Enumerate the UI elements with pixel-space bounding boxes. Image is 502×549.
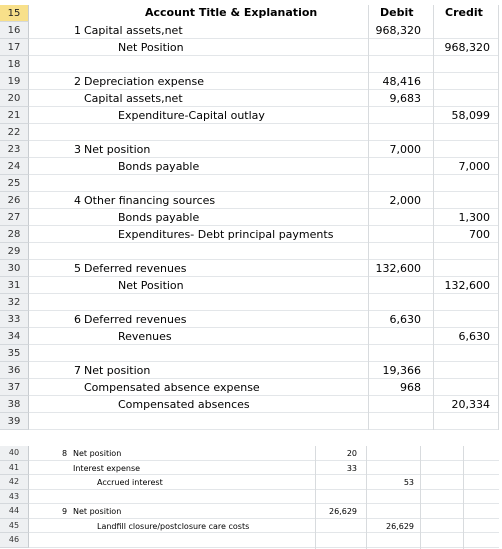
row-header[interactable]: 32 [0, 294, 29, 311]
credit-amount[interactable]: 700 [469, 228, 490, 241]
gridline [315, 446, 316, 549]
gridline [29, 547, 499, 548]
credit-amount[interactable]: 58,099 [451, 109, 490, 122]
gridline [29, 344, 499, 345]
credit-amount[interactable]: 7,000 [458, 160, 490, 173]
row-header[interactable]: 44 [0, 504, 29, 519]
gridline [366, 446, 367, 549]
gridline [29, 157, 499, 158]
credit-amount[interactable]: 132,600 [444, 279, 490, 292]
gridline [29, 378, 499, 379]
row-header[interactable]: 17 [0, 39, 29, 56]
gridline [29, 503, 499, 504]
gridline [29, 532, 499, 533]
row-header[interactable]: 26 [0, 192, 29, 209]
debit-amount[interactable]: 20 [346, 449, 357, 458]
row-header[interactable]: 28 [0, 226, 29, 243]
gridline [29, 123, 499, 124]
entry-number[interactable]: 4 [74, 194, 81, 207]
row-header[interactable]: 30 [0, 260, 29, 277]
row-header[interactable]: 39 [0, 413, 29, 430]
entry-number[interactable]: 1 [74, 24, 81, 37]
debit-amount[interactable]: 7,000 [389, 143, 421, 156]
gridline [29, 293, 499, 294]
row-header[interactable]: 38 [0, 396, 29, 413]
account-title[interactable]: Bonds payable [118, 211, 200, 224]
account-title[interactable]: Deferred revenues [84, 313, 187, 326]
row-header[interactable]: 19 [0, 73, 29, 90]
row-header[interactable]: 36 [0, 362, 29, 379]
gridline [420, 446, 421, 549]
debit-amount[interactable]: 968 [400, 381, 421, 394]
debit-amount[interactable]: 968,320 [375, 24, 421, 37]
account-title[interactable]: Bonds payable [118, 160, 200, 173]
gridline [29, 242, 499, 243]
account-title[interactable]: Expenditures- Debt principal payments [118, 228, 334, 241]
row-header[interactable]: 18 [0, 56, 29, 73]
account-title[interactable]: Net position [73, 507, 122, 516]
row-header[interactable]: 42 [0, 475, 29, 490]
gridline [29, 72, 499, 73]
row-header[interactable]: 41 [0, 461, 29, 476]
row-header[interactable]: 46 [0, 533, 29, 548]
gridline [29, 460, 499, 461]
account-title[interactable]: Expenditure-Capital outlay [118, 109, 265, 122]
debit-amount[interactable]: 19,366 [382, 364, 421, 377]
gridline [29, 174, 499, 175]
gridline [29, 140, 499, 141]
debit-amount[interactable]: 48,416 [382, 75, 421, 88]
row-header[interactable]: 40 [0, 446, 29, 461]
gridline [498, 5, 499, 430]
gridline [29, 89, 499, 90]
entry-number[interactable]: 9 [62, 507, 68, 516]
gridline [29, 191, 499, 192]
debit-amount[interactable]: 26,629 [329, 507, 357, 516]
account-title[interactable]: Capital assets,net [84, 24, 183, 37]
credit-amount[interactable]: 53 [403, 478, 414, 487]
gridline [29, 518, 499, 519]
row-header[interactable]: 34 [0, 328, 29, 345]
row-header[interactable]: 22 [0, 124, 29, 141]
row-header-15[interactable]: 15 [0, 5, 29, 22]
gridline [29, 489, 499, 490]
row-header[interactable]: 37 [0, 379, 29, 396]
account-title[interactable]: Accrued interest [97, 478, 163, 487]
row-header[interactable]: 43 [0, 490, 29, 505]
account-title[interactable]: Interest expense [73, 463, 141, 473]
account-title[interactable]: Net position [73, 449, 122, 458]
entry-number[interactable]: 2 [74, 75, 81, 88]
account-title[interactable]: Net position [84, 143, 151, 156]
gridline [29, 225, 499, 226]
gridline [29, 276, 499, 277]
account-title[interactable]: Compensated absences [118, 398, 250, 411]
header-credit[interactable]: Credit [445, 6, 483, 19]
gridline [29, 474, 499, 475]
account-title[interactable]: Net Position [118, 279, 184, 292]
debit-amount[interactable]: 33 [346, 463, 357, 473]
gridline [29, 361, 499, 362]
account-title[interactable]: Compensated absence expense [84, 381, 260, 394]
account-title[interactable]: Net Position [118, 41, 184, 54]
account-title[interactable]: Landfill closure/postclosure care costs [97, 521, 250, 531]
row-header[interactable]: 45 [0, 519, 29, 534]
gridline [29, 208, 499, 209]
gridline [29, 38, 499, 39]
account-title[interactable]: Other financing sources [84, 194, 216, 207]
account-title[interactable]: Depreciation expense [84, 75, 204, 88]
gridline [29, 259, 499, 260]
gridline [433, 5, 434, 430]
gridline [29, 55, 499, 56]
gridline [29, 412, 499, 413]
credit-amount[interactable]: 1,300 [458, 211, 490, 224]
entry-number[interactable]: 7 [74, 364, 81, 377]
account-title[interactable]: Deferred revenues [84, 262, 187, 275]
row-header[interactable]: 24 [0, 158, 29, 175]
row-header[interactable]: 35 [0, 345, 29, 362]
credit-amount[interactable]: 6,630 [458, 330, 490, 343]
debit-amount[interactable]: 132,600 [375, 262, 421, 275]
row-header[interactable]: 29 [0, 243, 29, 260]
credit-amount[interactable]: 968,320 [444, 41, 490, 54]
entry-number[interactable]: 3 [74, 143, 81, 156]
gridline [29, 106, 499, 107]
credit-amount[interactable]: 20,334 [451, 398, 490, 411]
row-header[interactable]: 25 [0, 175, 29, 192]
gridline [29, 395, 499, 396]
account-title[interactable]: Net position [84, 364, 151, 377]
row-header[interactable]: 20 [0, 90, 29, 107]
debit-amount[interactable]: 6,630 [389, 313, 421, 326]
gridline [368, 5, 369, 430]
gridline [29, 310, 499, 311]
gridline [463, 446, 464, 549]
screenshot-gap [0, 430, 502, 446]
row-header[interactable]: 33 [0, 311, 29, 328]
header-account[interactable]: Account Title & Explanation [145, 6, 318, 19]
credit-amount[interactable]: 26,629 [386, 521, 414, 531]
gridline [29, 327, 499, 328]
debit-amount[interactable]: 2,000 [389, 194, 421, 207]
row-header[interactable]: 21 [0, 107, 29, 124]
row-header[interactable]: 23 [0, 141, 29, 158]
account-title[interactable]: Capital assets,net [84, 92, 183, 105]
debit-amount[interactable]: 9,683 [389, 92, 421, 105]
row-header[interactable]: 16 [0, 22, 29, 39]
entry-number[interactable]: 5 [74, 262, 81, 275]
entry-number[interactable]: 6 [74, 313, 81, 326]
header-debit[interactable]: Debit [380, 6, 414, 19]
account-title[interactable]: Revenues [118, 330, 172, 343]
entry-number[interactable]: 8 [62, 449, 68, 458]
row-header[interactable]: 27 [0, 209, 29, 226]
row-header[interactable]: 31 [0, 277, 29, 294]
